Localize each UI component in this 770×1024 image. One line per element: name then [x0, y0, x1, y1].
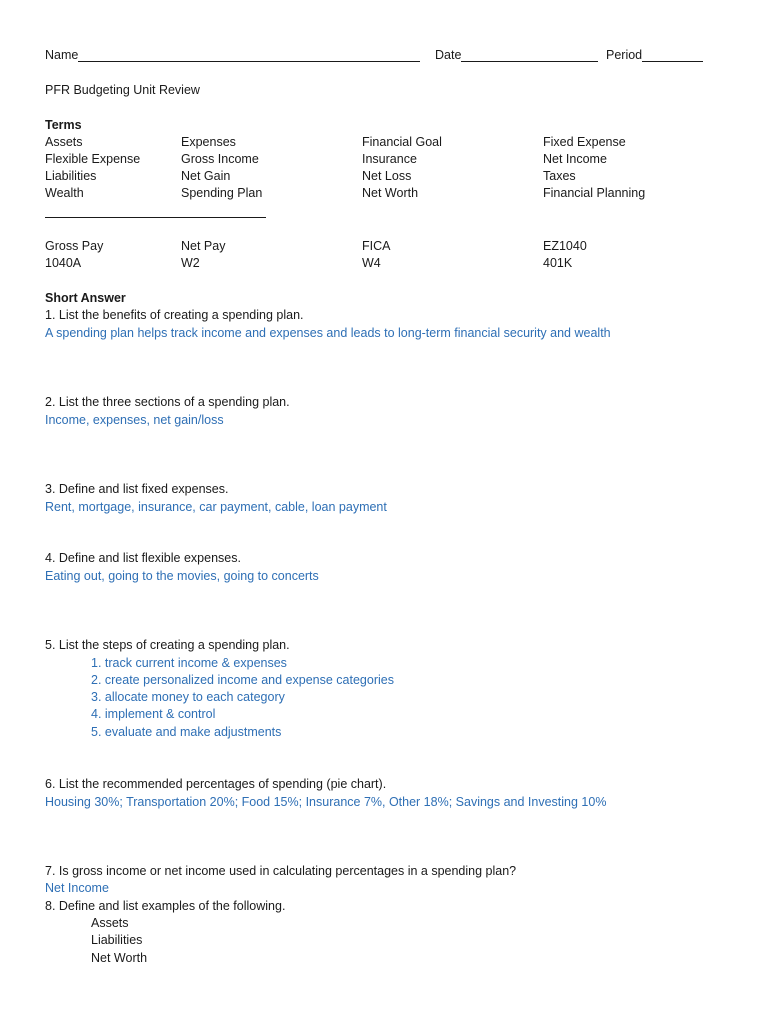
terms-heading: Terms	[45, 118, 82, 132]
term: W2	[181, 256, 200, 270]
list-item: Assets	[91, 916, 129, 930]
term: Liabilities	[45, 169, 97, 183]
question-3: 3. Define and list fixed expenses.	[45, 482, 229, 496]
term: Spending Plan	[181, 186, 263, 200]
name-field[interactable]	[45, 47, 420, 62]
term: Insurance	[362, 152, 417, 166]
question-7: 7. Is gross income or net income used in calculating percentages in a spending plan?	[45, 864, 517, 878]
list-item: Net Worth	[91, 951, 148, 965]
date-blank[interactable]	[461, 47, 598, 62]
step-item: 2. create personalized income and expense categories	[91, 673, 394, 687]
question-6: 6. List the recommended percentages of spending (pie chart).	[45, 777, 387, 791]
term: 401K	[543, 256, 573, 270]
answer-3: Rent, mortgage, insurance, car payment, cable, loan payment	[45, 500, 387, 514]
term: Fixed Expense	[543, 135, 626, 149]
term: Net Gain	[181, 169, 231, 183]
term: Financial Goal	[362, 135, 442, 149]
period-blank[interactable]	[642, 47, 703, 62]
term: Net Loss	[362, 169, 412, 183]
answer-6: Housing 30%; Transportation 20%; Food 15%; Insurance 7%, Other 18%; Savings and Investing 10%	[45, 795, 607, 809]
term: FICA	[362, 239, 391, 253]
term: 1040A	[45, 256, 82, 270]
step-item: 1. track current income & expenses	[91, 656, 287, 670]
date-field[interactable]	[435, 47, 598, 62]
answer-1: A spending plan helps track income and expenses and leads to long-term financial security and wealth	[45, 326, 611, 340]
term: Flexible Expense	[45, 152, 141, 166]
name-label: Name	[45, 48, 79, 62]
name-blank[interactable]	[78, 47, 420, 62]
question-2: 2. List the three sections of a spending plan.	[45, 395, 290, 409]
short-answer-heading: Short Answer	[45, 291, 126, 305]
question-8: 8. Define and list examples of the following.	[45, 899, 286, 913]
list-item: Liabilities	[91, 933, 143, 947]
answer-4: Eating out, going to the movies, going to concerts	[45, 569, 319, 583]
term: Wealth	[45, 186, 84, 200]
question-5: 5. List the steps of creating a spending plan.	[45, 638, 290, 652]
term: Net Worth	[362, 186, 419, 200]
term: Expenses	[181, 135, 236, 149]
step-item: 5. evaluate and make adjustments	[91, 725, 282, 739]
page-title: PFR Budgeting Unit Review	[45, 83, 200, 97]
period-label: Period	[606, 48, 643, 62]
question-4: 4. Define and list flexible expenses.	[45, 551, 241, 565]
term: Net Pay	[181, 239, 226, 253]
term: W4	[362, 256, 381, 270]
term: Financial Planning	[543, 186, 646, 200]
term: Gross Income	[181, 152, 259, 166]
step-item: 4. implement & control	[91, 707, 216, 721]
term: EZ1040	[543, 239, 587, 253]
step-item: 3. allocate money to each category	[91, 690, 285, 704]
answer-2: Income, expenses, net gain/loss	[45, 413, 224, 427]
answer-7: Net Income	[45, 881, 109, 895]
term: Assets	[45, 135, 83, 149]
period-field[interactable]	[606, 47, 703, 62]
term: Taxes	[543, 169, 576, 183]
terms-divider	[45, 217, 266, 218]
term: Net Income	[543, 152, 607, 166]
date-label: Date	[435, 48, 462, 62]
term: Gross Pay	[45, 239, 104, 253]
question-1: 1. List the benefits of creating a spending plan.	[45, 308, 304, 322]
